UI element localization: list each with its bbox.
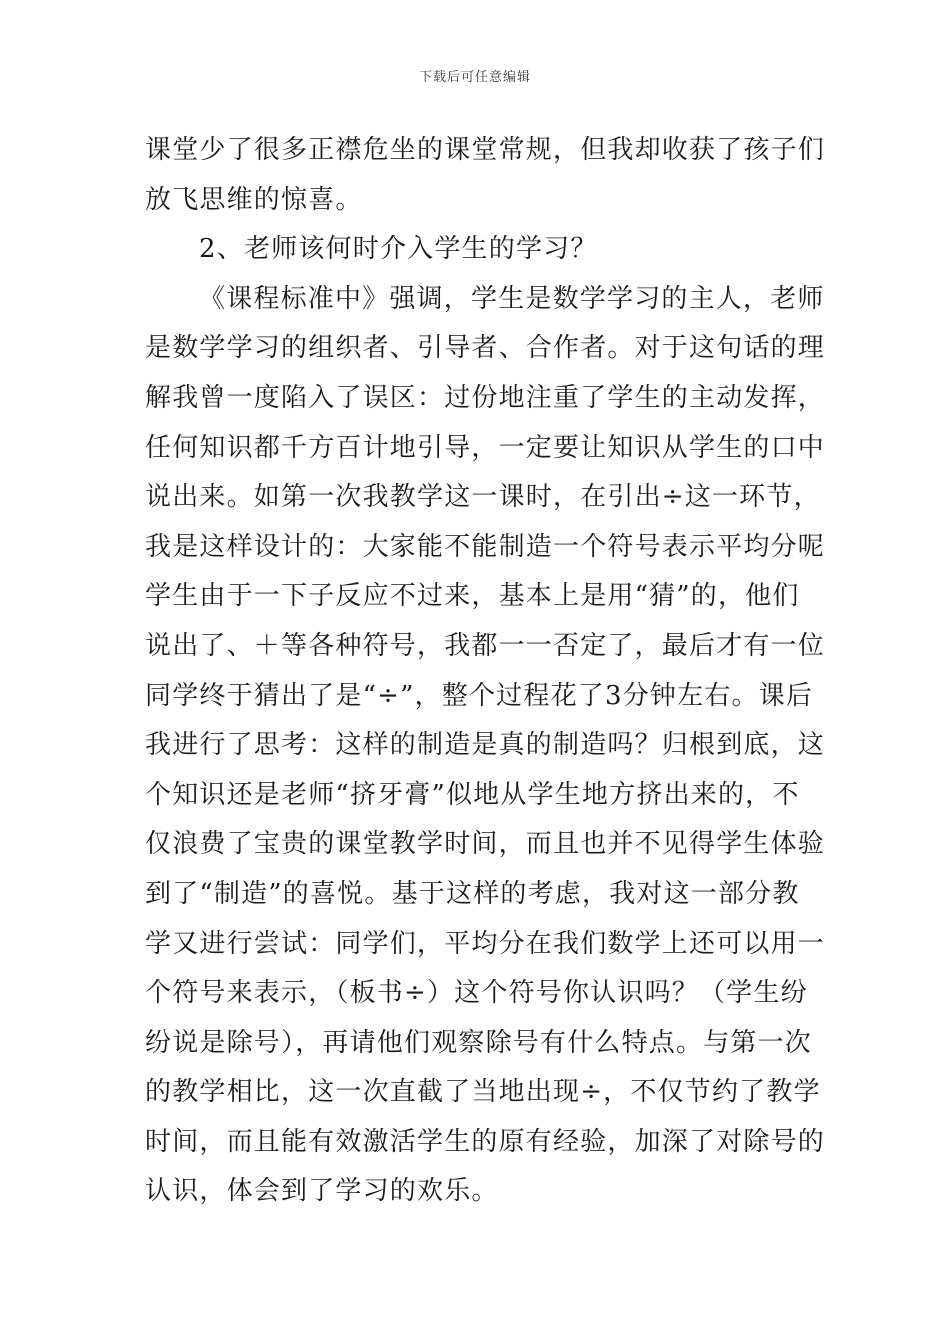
header-note: 下载后可任意编辑 — [418, 70, 531, 85]
text-line: 课堂少了很多正襟危坐的课堂常规，但我却收获了孩子们 — [145, 135, 826, 165]
text-line: 认识，体会到了学习的欢乐。 — [145, 1176, 499, 1207]
text-line: 说出了、＋等各种符号，我都一一否定了，最后才有一位 — [145, 630, 826, 661]
text-line: 任何知识都千方百计地引导，一定要让知识从学生的口中 — [145, 432, 826, 463]
text-line: 的教学相比，这一次直截了当地出现÷，不仅节约了教学 — [145, 1077, 821, 1108]
text-line: 到了“制造”的喜悦。基于这样的考虑，我对这一部分教 — [145, 878, 800, 909]
text-line: 解我曾一度陷入了误区：过份地注重了学生的主动发挥， — [145, 382, 826, 413]
text-line: 我是这样设计的：大家能不能制造一个符号表示平均分呢 — [145, 531, 826, 562]
text-line: 学生由于一下子反应不过来，基本上是用“猜”的，他们 — [145, 581, 800, 612]
paragraph-start: 《课程标准中》强调，学生是数学学习的主人，老师 — [199, 283, 825, 314]
text-line: 放飞思维的惊喜。 — [145, 184, 363, 215]
section-heading: 2、老师该何时介入学生的学习？ — [199, 234, 598, 265]
text-line: 时间，而且能有效激活学生的原有经验，加深了对除号的 — [145, 1126, 826, 1157]
text-line: 学又进行尝试：同学们，平均分在我们数学上还可以用一 — [145, 928, 826, 959]
text-line: 我进行了思考：这样的制造是真的制造吗？归根到底，这 — [145, 730, 826, 761]
text-line: 说出来。如第一次我教学这一课时，在引出÷这一环节， — [145, 482, 821, 513]
text-line: 个符号来表示，（板书÷）这个符号你认识吗？（学生纷 — [145, 978, 808, 1009]
text-line: 是数学学习的组织者、引导者、合作者。对于这句话的理 — [145, 333, 826, 364]
text-line: 个知识还是老师“挤牙膏”似地从学生地方挤出来的，不 — [145, 779, 800, 810]
body-text — [145, 126, 826, 1217]
text-line: 仅浪费了宝贵的课堂教学时间，而且也并不见得学生体验 — [145, 829, 826, 860]
text-line: 同学终于猜出了是“÷”，整个过程花了3分钟左右。课后 — [145, 680, 814, 711]
text-line: 纷说是除号），再请他们观察除号有什么特点。与第一次 — [145, 1027, 813, 1058]
